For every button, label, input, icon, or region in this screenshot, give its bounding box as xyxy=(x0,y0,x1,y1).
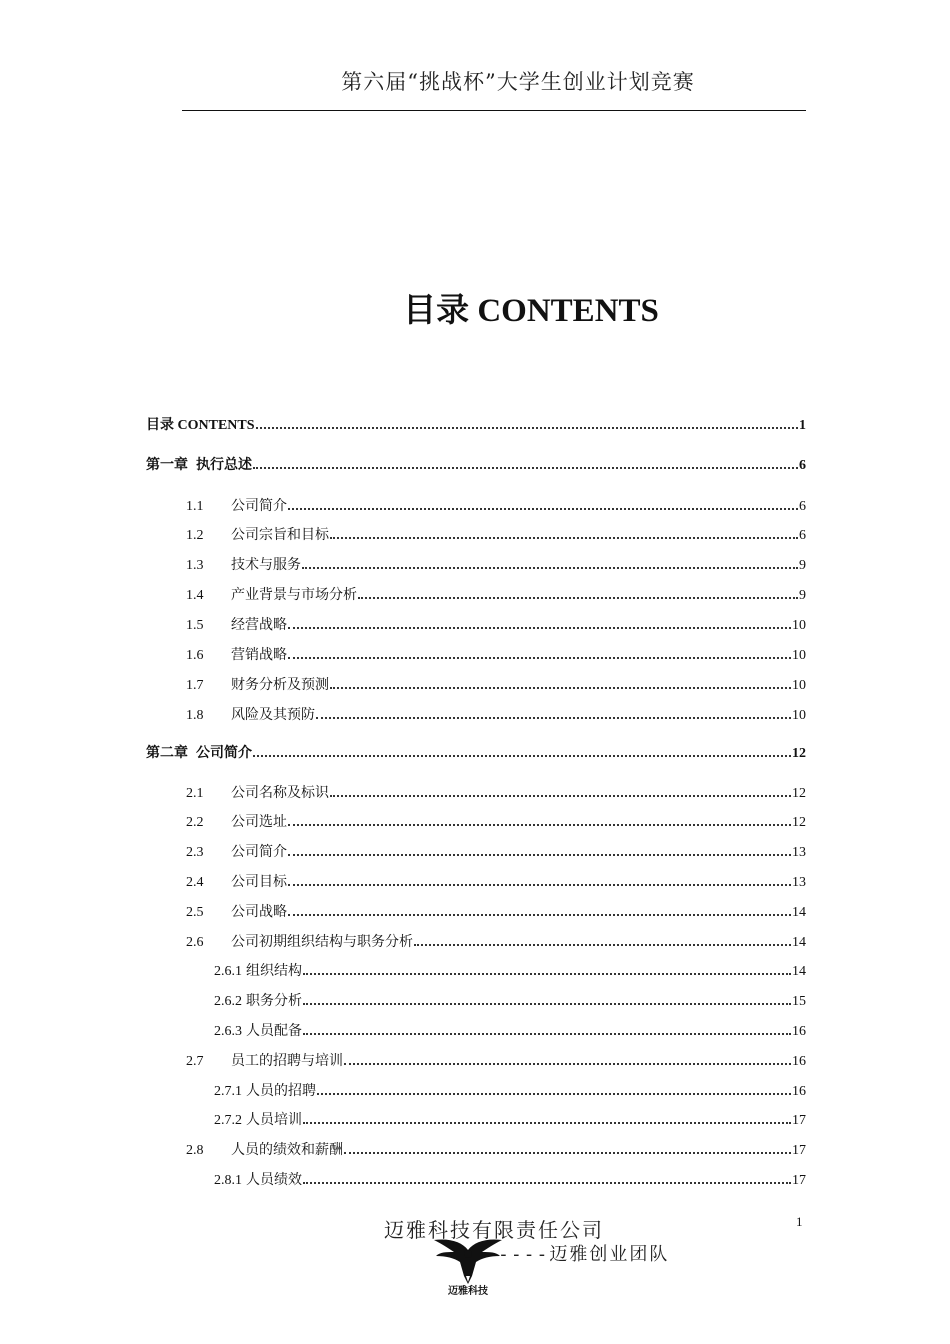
toc-entry-number: 1.3 xyxy=(186,558,204,573)
toc-leader-dots xyxy=(317,1093,791,1095)
toc-entry-label: 人员的招聘 xyxy=(246,1083,316,1099)
toc-entry[interactable] xyxy=(146,929,806,951)
toc-entry-title xyxy=(146,960,302,980)
toc-entry-number: 1.5 xyxy=(186,618,204,633)
toc-entry-label: 经营战略 xyxy=(231,617,287,633)
toc-entry-label: 财务分析及预测 xyxy=(231,677,329,693)
toc-page-number: 15 xyxy=(792,994,806,1009)
toc-entry-number: 1.2 xyxy=(186,528,204,543)
toc-entry-label: 风险及其预防 xyxy=(231,707,315,723)
toc-entry-label: 公司目标 xyxy=(231,874,287,890)
toc-entry-number: 2.6.3 xyxy=(214,1024,242,1039)
toc-leader-dots xyxy=(253,755,791,757)
toc-leader-dots xyxy=(303,1003,791,1005)
toc-entry-title xyxy=(146,614,287,634)
toc-entry-number: 2.1 xyxy=(186,786,204,801)
toc-entry-number: 1.4 xyxy=(186,588,204,603)
toc-entry-label: 人员配备 xyxy=(246,1023,302,1039)
toc-entry[interactable] xyxy=(146,672,806,694)
toc-entry-title xyxy=(146,674,329,694)
toc-leader-dots xyxy=(330,795,791,797)
toc-entry-label: 公司选址 xyxy=(231,814,287,830)
toc-entry-label: 公司简介 xyxy=(231,498,287,514)
toc-entry-number: 第二章 xyxy=(146,746,188,761)
toc-entry-number: 2.2 xyxy=(186,815,204,830)
toc-page-number: 14 xyxy=(792,905,806,920)
toc-page-number: 12 xyxy=(792,786,806,801)
toc-leader-dots xyxy=(253,467,798,469)
header-rule xyxy=(182,110,806,111)
toc-leader-dots xyxy=(303,973,791,975)
toc-entry-title xyxy=(146,704,315,724)
toc-entry-title xyxy=(146,414,255,434)
toc-entry-label: 执行总述 xyxy=(196,458,252,473)
toc-page-number: 10 xyxy=(792,618,806,633)
toc-entry[interactable] xyxy=(146,869,806,891)
toc-leader-dots xyxy=(316,717,791,719)
toc-page-number: 12 xyxy=(792,815,806,830)
toc-entry-title xyxy=(146,1050,343,1070)
toc-entry[interactable] xyxy=(146,1078,806,1100)
toc-entry-label: 公司宗旨和目标 xyxy=(231,527,329,543)
toc-entry-number: 2.8.1 xyxy=(214,1173,242,1188)
toc-entry-label: 公司简介 xyxy=(231,844,287,860)
toc-leader-dots xyxy=(344,1063,791,1065)
toc-page-number: 14 xyxy=(792,935,806,950)
toc-entry-title xyxy=(146,454,252,474)
toc-entry-title xyxy=(146,1109,302,1129)
toc-page-number: 16 xyxy=(792,1024,806,1039)
toc-entry[interactable] xyxy=(146,899,806,921)
toc-entry[interactable] xyxy=(146,839,806,861)
toc-leader-dots xyxy=(288,657,791,659)
toc-entry[interactable] xyxy=(146,1137,806,1159)
toc-entry[interactable] xyxy=(146,1107,806,1129)
toc-entry[interactable] xyxy=(146,702,806,724)
toc-entry-number: 2.7.1 xyxy=(214,1084,242,1099)
toc-leader-dots xyxy=(358,597,798,599)
toc-entry-title xyxy=(146,841,287,861)
toc-entry[interactable] xyxy=(146,612,806,634)
toc-entry[interactable] xyxy=(146,809,806,831)
toc-entry[interactable] xyxy=(146,582,806,604)
toc-entry-label: 目录 CONTENTS xyxy=(146,418,255,433)
toc-page-number: 10 xyxy=(792,678,806,693)
toc-entry-number: 2.6.2 xyxy=(214,994,242,1009)
toc-entry-label: 人员的绩效和薪酬 xyxy=(231,1142,343,1158)
toc-entry-label: 公司名称及标识 xyxy=(231,785,329,801)
toc-page-number: 6 xyxy=(799,499,806,514)
toc-leader-dots xyxy=(288,508,798,510)
toc-leader-dots xyxy=(288,824,791,826)
toc-entry-title xyxy=(146,990,302,1010)
toc-entry[interactable] xyxy=(146,412,806,434)
toc-page-number: 10 xyxy=(792,708,806,723)
toc-leader-dots xyxy=(288,627,791,629)
toc-entry-number: 2.7.2 xyxy=(214,1113,242,1128)
toc-entry-number: 1.1 xyxy=(186,499,204,514)
toc-page-number: 17 xyxy=(792,1143,806,1158)
toc-page-number: 1 xyxy=(799,418,806,433)
toc-leader-dots xyxy=(303,1122,791,1124)
toc-entry-title xyxy=(146,584,357,604)
toc-entry[interactable] xyxy=(146,780,806,802)
toc-page-number: 17 xyxy=(792,1173,806,1188)
toc-entry-title xyxy=(146,1020,302,1040)
toc-entry-label: 员工的招聘与培训 xyxy=(231,1053,343,1069)
toc-entry-label: 人员培训 xyxy=(246,1112,302,1128)
toc-page-number: 14 xyxy=(792,964,806,979)
toc-leader-dots xyxy=(288,884,791,886)
toc-entry[interactable] xyxy=(146,452,806,474)
footer-team-name: ----迈雅创业团队 xyxy=(498,1244,670,1265)
toc-page-number: 12 xyxy=(792,746,806,761)
toc-entry-number: 2.4 xyxy=(186,875,204,890)
toc-entry[interactable] xyxy=(146,522,806,544)
toc-leader-dots xyxy=(330,537,798,539)
toc-entry[interactable] xyxy=(146,1048,806,1070)
toc-entry[interactable] xyxy=(146,1167,806,1189)
toc-entry-title xyxy=(146,495,287,515)
toc-entry-title xyxy=(146,554,301,574)
toc-page-number: 10 xyxy=(792,648,806,663)
toc-entry-title xyxy=(146,1139,343,1159)
toc-entry[interactable] xyxy=(146,493,806,515)
toc-entry-label: 公司战略 xyxy=(231,904,287,920)
toc-entry-number: 2.3 xyxy=(186,845,204,860)
toc-entry-label: 营销战略 xyxy=(231,647,287,663)
logo-caption: 迈雅科技 xyxy=(448,1286,488,1297)
document-title: 目录 CONTENTS xyxy=(403,293,659,329)
toc-entry[interactable] xyxy=(146,740,806,762)
toc-leader-dots xyxy=(414,944,791,946)
toc-page-number: 17 xyxy=(792,1113,806,1128)
toc-entry-number: 2.8 xyxy=(186,1143,204,1158)
toc-entry-label: 人员绩效 xyxy=(246,1172,302,1188)
toc-entry-number: 2.5 xyxy=(186,905,204,920)
toc-page-number: 16 xyxy=(792,1084,806,1099)
toc-entry-title xyxy=(146,644,287,664)
toc-leader-dots xyxy=(303,1182,791,1184)
toc-entry-title xyxy=(146,524,329,544)
toc-page-number: 6 xyxy=(799,528,806,543)
toc-entry-title xyxy=(146,1169,302,1189)
toc-entry-label: 公司简介 xyxy=(196,746,252,761)
toc-entry[interactable] xyxy=(146,642,806,664)
running-header-title: 第六届“挑战杯”大学生创业计划竞赛 xyxy=(341,70,695,94)
toc-entry-label: 技术与服务 xyxy=(231,557,301,573)
toc-entry-title xyxy=(146,901,287,921)
toc-page-number: 13 xyxy=(792,845,806,860)
toc-entry[interactable] xyxy=(146,552,806,574)
toc-page-number: 6 xyxy=(799,458,806,473)
toc-entry-title xyxy=(146,811,287,831)
toc-entry-label: 产业背景与市场分析 xyxy=(231,587,357,603)
toc-leader-dots xyxy=(288,854,791,856)
toc-entry-number: 2.6.1 xyxy=(214,964,242,979)
toc-leader-dots xyxy=(288,914,791,916)
toc-leader-dots xyxy=(330,687,791,689)
toc-entry-title xyxy=(146,1080,316,1100)
toc-page-number: 9 xyxy=(799,558,806,573)
toc-entry-number: 1.8 xyxy=(186,708,204,723)
toc-entry-number: 2.7 xyxy=(186,1054,204,1069)
toc-entry-title xyxy=(146,931,413,951)
toc-entry[interactable] xyxy=(146,1018,806,1040)
toc-leader-dots xyxy=(256,427,798,429)
footer-company-name: 迈雅科技有限责任公司 xyxy=(384,1218,604,1242)
toc-entry-label: 组织结构 xyxy=(246,963,302,979)
toc-page-number: 9 xyxy=(799,588,806,603)
toc-entry[interactable] xyxy=(146,988,806,1010)
toc-entry-number: 2.6 xyxy=(186,935,204,950)
page-number: 1 xyxy=(796,1214,803,1229)
toc-entry[interactable] xyxy=(146,958,806,980)
toc-entry-title xyxy=(146,871,287,891)
toc-entry-number: 第一章 xyxy=(146,458,188,473)
toc-entry-title xyxy=(146,782,329,802)
toc-entry-label: 公司初期组织结构与职务分析 xyxy=(231,934,413,950)
toc-entry-label: 职务分析 xyxy=(246,993,302,1009)
toc-leader-dots xyxy=(302,567,798,569)
toc-entry-number: 1.7 xyxy=(186,678,204,693)
toc-entry-number: 1.6 xyxy=(186,648,204,663)
toc-page-number: 13 xyxy=(792,875,806,890)
toc-page-number: 16 xyxy=(792,1054,806,1069)
toc-entry-title xyxy=(146,742,252,762)
toc-leader-dots xyxy=(303,1033,791,1035)
toc-leader-dots xyxy=(344,1152,791,1154)
